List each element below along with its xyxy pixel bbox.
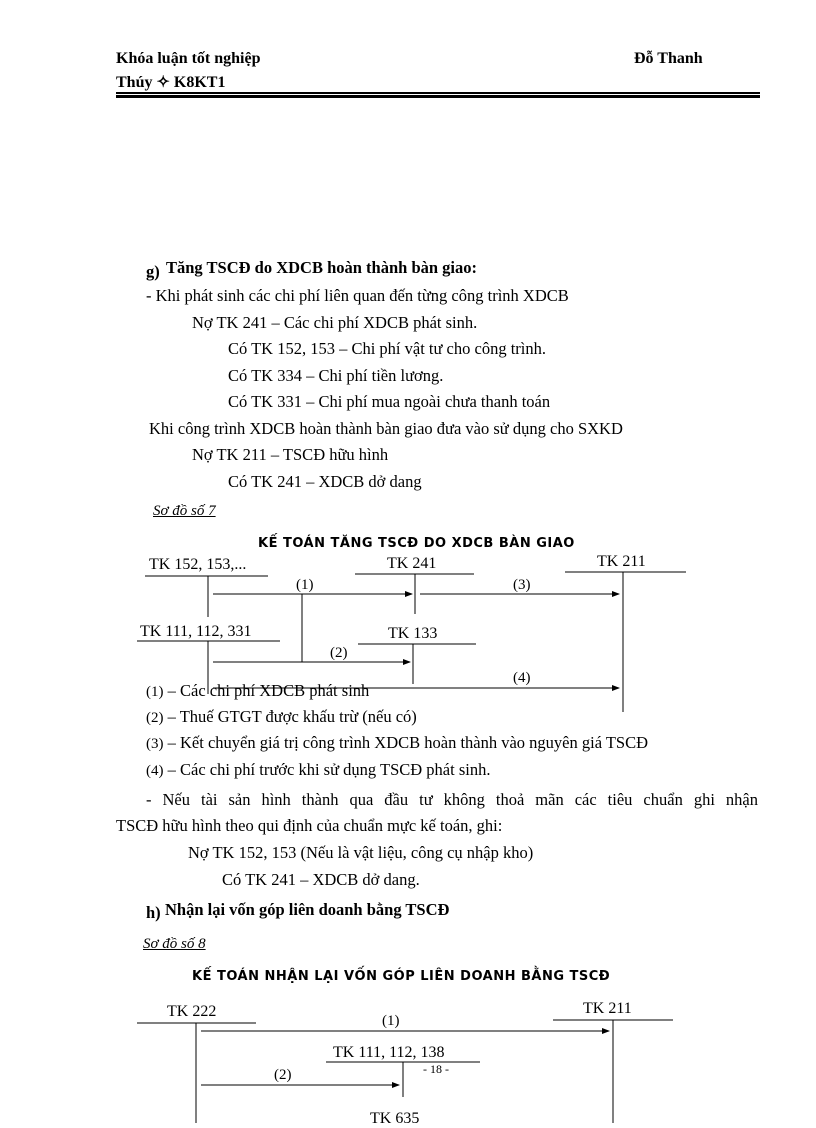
account-tk241: TK 241: [387, 555, 437, 572]
text-line: Nợ TK 241 – Các chi phí XDCB phát sinh.: [192, 313, 478, 332]
header-subtitle: Thúy ✧ K8KT1: [116, 74, 226, 91]
diagram8-label: Sơ đồ số 8: [143, 936, 206, 952]
arrow-label-1: (1): [382, 1013, 400, 1029]
paragraph-line: Nợ TK 152, 153 (Nếu là vật liệu, công cụ nhập kho): [188, 843, 534, 862]
page-number: - 18 -: [423, 1062, 449, 1076]
legend-num: (4): [146, 763, 164, 779]
diagram8-title: KẾ TOÁN NHẬN LẠI VỐN GÓP LIÊN DOANH BẰNG TSCĐ: [192, 969, 611, 984]
text-line: Có TK 334 – Chi phí tiền lương.: [228, 366, 444, 385]
arrow-label-1: (1): [296, 577, 314, 593]
paragraph-line: TSCĐ hữu hình theo qui định của chuẩn mực kế toán, ghi:: [116, 816, 503, 835]
account-tk111: TK 111, 112, 331: [140, 623, 252, 640]
legend-text: – Các chi phí trước khi sử dụng TSCĐ phát sinh.: [163, 760, 491, 779]
account-tk222: TK 222: [167, 1003, 217, 1020]
text-line: - Khi phát sinh các chi phí liên quan đến từng công trình XDCB: [146, 286, 569, 305]
legend-num: (2): [146, 710, 164, 726]
paragraph-line: Có TK 241 – XDCB dở dang.: [222, 870, 420, 889]
legend-text: – Thuế GTGT được khấu trừ (nếu có): [163, 707, 417, 726]
legend-text: – Kết chuyển giá trị công trình XDCB hoàn thành vào nguyên giá TSCĐ: [163, 733, 649, 752]
header-author: Đỗ Thanh: [634, 50, 703, 67]
text-line: Có TK 241 – XDCB dở dang: [228, 472, 422, 491]
account-tk152: TK 152, 153,...: [149, 556, 247, 573]
paragraph-line: - Nếu tài sản hình thành qua đầu tư không thoả mãn các tiêu chuẩn ghi nhận: [146, 790, 758, 809]
account-tk211: TK 211: [583, 1000, 632, 1017]
header-title: Khóa luận tốt nghiệp: [116, 50, 261, 67]
section-g-heading: Tăng TSCĐ do XDCB hoàn thành bàn giao:: [166, 258, 478, 277]
text-line: Khi công trình XDCB hoàn thành bàn giao đưa vào sử dụng cho SXKD: [149, 419, 623, 438]
diagram7-label: Sơ đồ số 7: [153, 503, 216, 519]
section-h-marker: h): [146, 903, 161, 922]
account-tk211: TK 211: [597, 553, 646, 570]
section-h-heading: Nhận lại vốn góp liên doanh bằng TSCĐ: [165, 900, 450, 919]
arrow-label-2: (2): [330, 645, 348, 661]
diagram7-title: KẾ TOÁN TĂNG TSCĐ DO XDCB BÀN GIAO: [258, 536, 575, 551]
legend-text: – Các chi phí XDCB phát sinh: [163, 681, 370, 700]
arrow-label-4: (4): [513, 670, 531, 686]
text-line: Có TK 331 – Chi phí mua ngoài chưa thanh toán: [228, 392, 551, 411]
arrow-label-2: (2): [274, 1067, 292, 1083]
account-tk133: TK 133: [388, 625, 438, 642]
arrow-label-3: (3): [513, 577, 531, 593]
text-line: Có TK 152, 153 – Chi phí vật tư cho công trình.: [228, 339, 546, 358]
account-tk635: TK 635: [370, 1110, 420, 1127]
text-line: Nợ TK 211 – TSCĐ hữu hình: [192, 445, 389, 464]
account-tk111: TK 111, 112, 138: [333, 1044, 445, 1061]
legend-num: (3): [146, 736, 164, 752]
legend-num: (1): [146, 684, 164, 700]
section-g-marker: g): [146, 262, 160, 281]
